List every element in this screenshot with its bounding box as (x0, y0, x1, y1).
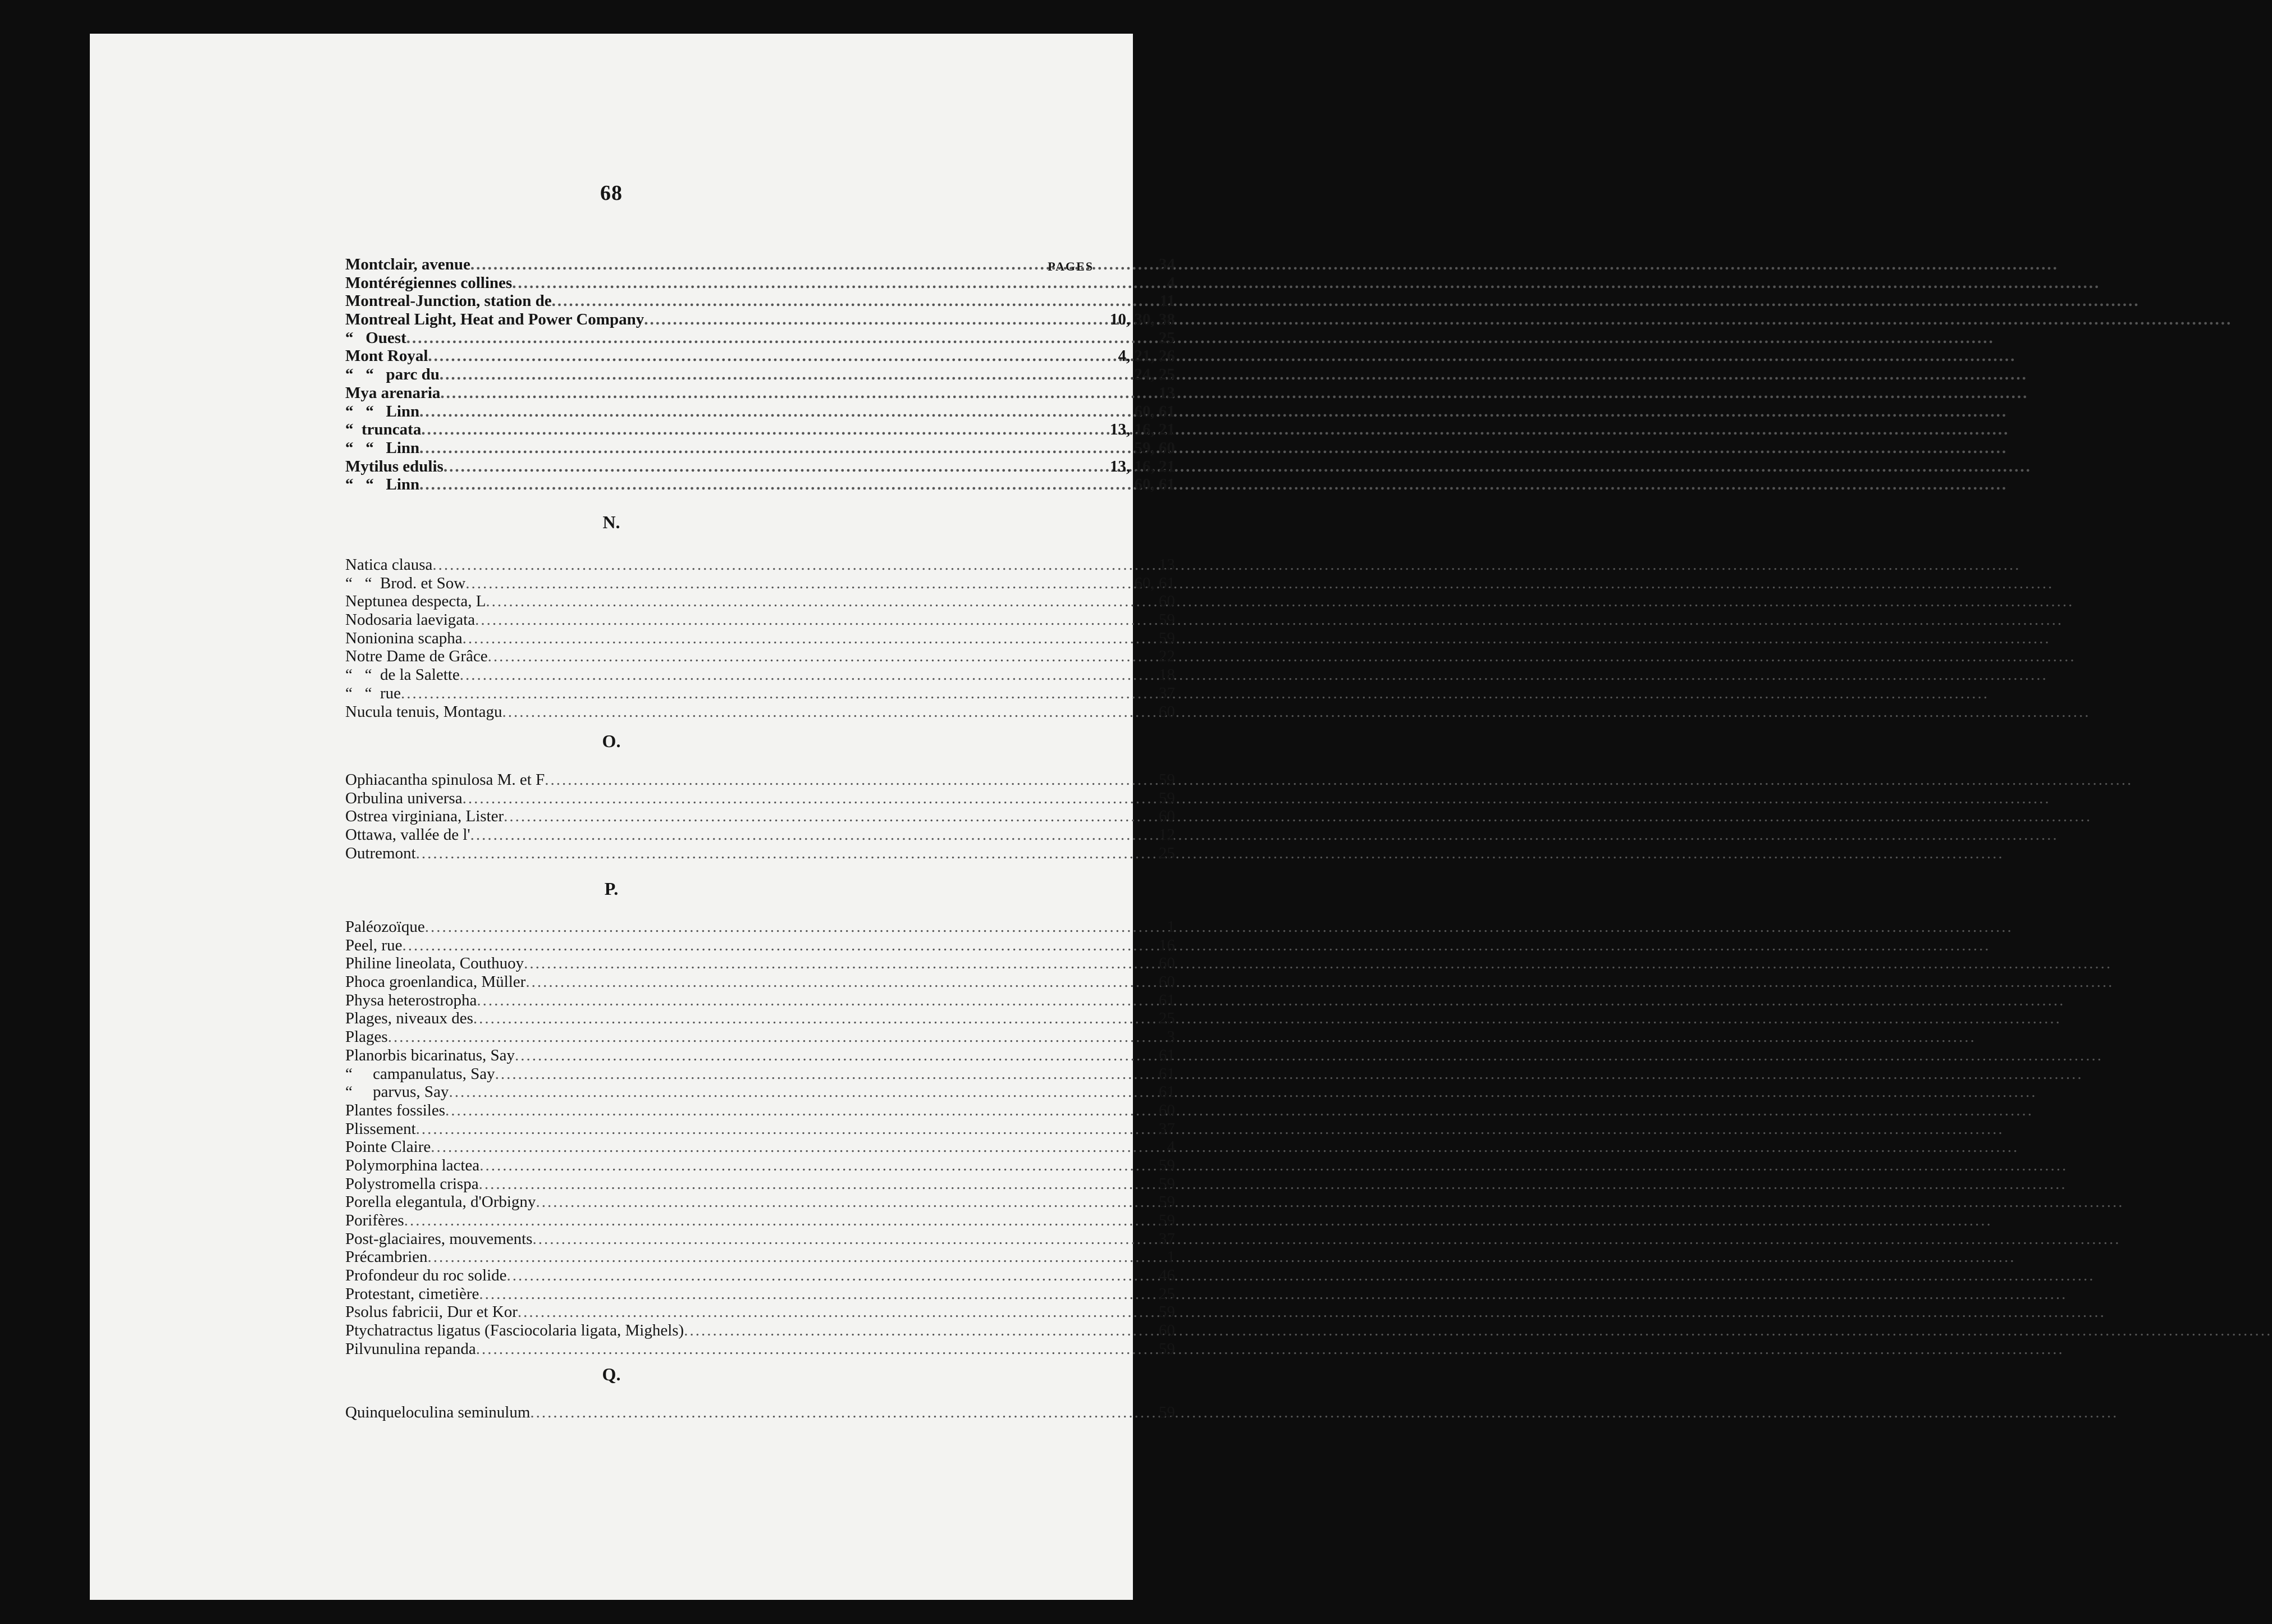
entry-label: Orbulina universa (345, 789, 463, 807)
dot-leader (504, 807, 1145, 826)
entry-label: Ostrea virginiana, Lister (345, 807, 504, 826)
entry-label: Nonionina scapha (345, 629, 463, 647)
entry-page-numbers: 4 (1167, 273, 1175, 292)
index-entry (345, 420, 1175, 439)
entry-label: Planorbis bicarinatus, Say (345, 1046, 515, 1064)
index-entry (345, 1120, 1175, 1138)
index-entry (345, 666, 1175, 684)
index-entry (345, 1340, 1175, 1358)
dot-leader (536, 1193, 1145, 1211)
dot-leader (552, 292, 1145, 310)
index-entry (345, 789, 1175, 808)
entry-page-numbers: 59 (1159, 771, 1175, 789)
entry-label: Montreal Light, Heat and Power Company (345, 310, 644, 329)
entry-page-numbers: 59 (1159, 789, 1175, 807)
entry-page-numbers: 4, 21, 26 (1118, 347, 1175, 365)
index-entry (345, 439, 1175, 458)
index-entry (345, 684, 1175, 703)
index-entry (345, 807, 1175, 826)
entry-page-numbers: 25 (1159, 844, 1175, 862)
dot-leader (428, 1248, 1145, 1266)
entry-label: Nucula tenuis, Montagu (345, 702, 502, 721)
entry-page-numbers: 1 (1167, 918, 1175, 936)
entry-page-numbers: 60 (1159, 954, 1175, 973)
index-entry (345, 647, 1175, 666)
dot-leader (440, 384, 1145, 402)
entry-page-numbers: 59 (1159, 629, 1175, 647)
dot-leader (460, 666, 1145, 684)
entry-label: Ophiacantha spinulosa M. et F (345, 771, 545, 789)
dot-leader (440, 365, 1132, 384)
entry-page-numbers: 60 (1159, 807, 1175, 826)
index-entry (345, 629, 1175, 648)
dot-leader (465, 574, 1132, 593)
entry-label: “ campanulatus, Say (345, 1064, 495, 1083)
index-entry (345, 592, 1175, 611)
index-entry (345, 1083, 1175, 1101)
dot-leader (532, 1230, 1145, 1248)
entry-page-numbers: 60 (1159, 973, 1175, 991)
index-entry (345, 1193, 1175, 1211)
entry-label: Mytilus edulis (345, 457, 444, 475)
dot-leader (419, 439, 1132, 458)
index-entry (345, 771, 1175, 789)
entry-page-numbers: 60 (1159, 1101, 1175, 1119)
dot-leader (530, 1403, 1145, 1422)
dot-leader (512, 274, 1145, 292)
dot-leader (507, 1266, 1145, 1285)
dot-leader (479, 1156, 1145, 1175)
pages-column-header: PAGES (1048, 259, 1094, 273)
entry-page-numbers: 46 (1159, 1266, 1175, 1285)
index-entry (345, 458, 1175, 476)
index-entry (345, 402, 1175, 421)
entry-page-numbers: 37 (1159, 684, 1175, 702)
dot-leader (518, 1303, 1145, 1321)
index-entry (345, 1266, 1175, 1285)
section-letter-heading: N. (602, 512, 620, 532)
document-page (90, 34, 1175, 1600)
dot-leader (515, 1046, 1145, 1065)
entry-page-numbers: 24, 25 (1134, 365, 1175, 384)
entry-label: Plages, niveaux des (345, 1009, 473, 1028)
index-section (345, 1403, 1175, 1422)
entry-page-numbers: 60 (1159, 592, 1175, 611)
entry-label: Plantes fossiles (345, 1101, 446, 1119)
entry-page-numbers: 61 (1159, 1046, 1175, 1064)
dot-leader (402, 936, 1145, 955)
entry-label: Psolus fabricii, Dur et Kor (345, 1303, 518, 1321)
index-entry (345, 475, 1175, 494)
index-entry (345, 1321, 1175, 1340)
index-entry (345, 255, 1175, 274)
index-entry (345, 1156, 1175, 1175)
entry-label: “ “ Linn (345, 475, 420, 494)
entry-label: Paléozoïque (345, 918, 425, 936)
entry-label: Précambrien (345, 1248, 428, 1266)
index-entry (345, 1285, 1175, 1303)
index-entry (345, 991, 1175, 1010)
entry-label: “ “ Brod. et Sow (345, 574, 466, 592)
entry-label: Montreal-Junction, station de (345, 292, 552, 310)
dot-leader (388, 1028, 1145, 1046)
entry-page-numbers: 18 (1159, 666, 1175, 684)
dot-leader (401, 684, 1145, 703)
entry-label: Mya arenaria (345, 383, 441, 402)
page-number: 68 (600, 181, 623, 205)
entry-label: Mont Royal (345, 347, 428, 365)
dot-leader (477, 991, 1145, 1010)
index-entry (345, 1028, 1175, 1046)
dot-leader (463, 629, 1145, 648)
dot-leader (449, 1083, 1145, 1101)
index-section (345, 771, 1175, 862)
dot-leader (445, 1101, 1145, 1120)
entry-label: Peel, rue (345, 936, 403, 954)
dot-leader (421, 420, 1108, 439)
dot-leader (524, 954, 1145, 973)
dot-leader (495, 1065, 1145, 1083)
entry-page-numbers: 3 (1167, 1028, 1175, 1046)
dot-leader (470, 255, 1145, 274)
entry-page-numbers: 37 (1159, 1119, 1175, 1138)
dot-leader (486, 592, 1145, 611)
dot-leader (525, 973, 1145, 991)
index-entry (345, 611, 1175, 629)
entry-page-numbers: 61 (1159, 1064, 1175, 1083)
index-entry (345, 844, 1175, 863)
dot-leader (684, 1321, 1145, 1340)
entry-label: “ “ Linn (345, 402, 420, 420)
entry-label: Pointe Claire (345, 1138, 431, 1156)
dot-leader (473, 1009, 1145, 1028)
dot-leader (432, 556, 1145, 574)
index-entry (345, 1403, 1175, 1422)
entry-page-numbers: 37 (1159, 1229, 1175, 1248)
entry-page-numbers: 13 (1159, 383, 1175, 402)
dot-leader (419, 402, 1132, 421)
entry-page-numbers: 60 (1159, 702, 1175, 721)
entry-page-numbers: 4 (1167, 1138, 1175, 1156)
entry-page-numbers: 60 (1159, 1321, 1175, 1340)
index-entry (345, 973, 1175, 991)
index-entry (345, 329, 1175, 347)
entry-label: Plissement (345, 1119, 416, 1138)
entry-label: Nodosaria laevigata (345, 611, 476, 629)
entry-label: “ truncata (345, 420, 422, 439)
index-entry (345, 1101, 1175, 1120)
entry-label: Neptunea despecta, L (345, 592, 486, 611)
entry-page-numbers: 59 (1159, 1156, 1175, 1174)
dot-leader (470, 826, 1145, 844)
entry-page-numbers: 59 (1159, 1403, 1175, 1421)
dot-leader (545, 771, 1145, 789)
index-entry (345, 310, 1175, 329)
index-entry (345, 936, 1175, 955)
entry-label: Notre Dame de Grâce (345, 647, 488, 666)
entry-page-numbers: 59 (1159, 1174, 1175, 1193)
index-entry (345, 1248, 1175, 1266)
entry-page-numbers: 16 (1159, 936, 1175, 954)
dot-leader (425, 918, 1145, 936)
dot-leader (644, 310, 1108, 329)
entry-page-numbers: 59, 60 (1134, 438, 1175, 457)
entry-label: Montérégiennes collines (345, 273, 513, 292)
entry-page-numbers: 25 (1159, 1009, 1175, 1028)
entry-page-numbers: 25 (1159, 328, 1175, 347)
entry-page-numbers: 60, 61 (1134, 475, 1175, 494)
entry-label: Porifères (345, 1211, 404, 1229)
entry-page-numbers: 13, 16, 21 (1110, 457, 1175, 475)
entry-label: Physa heterostropha (345, 991, 477, 1009)
entry-page-numbers: 25 (1159, 1284, 1175, 1303)
entry-label: Ptychatractus ligatus (Fasciocolaria ligata, Mighels) (345, 1321, 684, 1340)
dot-leader (463, 789, 1145, 808)
index-entry (345, 1009, 1175, 1028)
entry-page-numbers: 60, 61 (1134, 574, 1175, 592)
entry-label: “ Ouest (345, 328, 406, 347)
index-entry (345, 954, 1175, 973)
dot-leader (416, 1120, 1145, 1138)
index-entry (345, 384, 1175, 402)
entry-page-numbers: 10, 30, 38 (1110, 310, 1175, 329)
entry-label: Profondeur du roc solide (345, 1266, 507, 1285)
dot-leader (431, 1138, 1145, 1156)
entry-page-numbers: 34 (1159, 255, 1175, 273)
index-entry (345, 1065, 1175, 1083)
entry-label: Phoca groenlandica, Müller (345, 973, 526, 991)
index-entry (345, 574, 1175, 593)
entry-page-numbers: 59 (1159, 1303, 1175, 1321)
index-entry (345, 703, 1175, 721)
entry-label: Protestant, cimetière (345, 1284, 479, 1303)
entry-label: Montclair, avenue (345, 255, 470, 273)
entry-page-numbers: 11 (1159, 292, 1175, 310)
index-section (345, 556, 1175, 721)
section-letter-heading: Q. (602, 1364, 621, 1384)
entry-page-numbers: 61 (1159, 991, 1175, 1009)
entry-label: Outremont (345, 844, 416, 862)
index-section (345, 918, 1175, 1358)
entry-label: “ “ parc du (345, 365, 440, 384)
dot-leader (476, 1340, 1145, 1358)
dot-leader (419, 475, 1132, 494)
entry-page-numbers: 1 (1167, 1248, 1175, 1266)
index-entry (345, 1211, 1175, 1230)
entry-label: Polymorphina lactea (345, 1156, 480, 1174)
index-entry (345, 274, 1175, 292)
index-entry (345, 556, 1175, 574)
index-entry (345, 347, 1175, 365)
dot-leader (488, 647, 1145, 666)
entry-page-numbers: 22 (1159, 647, 1175, 666)
entry-label: “ “ rue (345, 684, 401, 702)
index-section (345, 255, 1175, 494)
entry-label: “ “ de la Salette (345, 666, 460, 684)
entry-page-numbers: 59 (1159, 611, 1175, 629)
section-letter-heading: O. (602, 731, 621, 751)
entry-label: Quinqueloculina seminulum (345, 1403, 531, 1421)
entry-label: Polystromella crispa (345, 1174, 479, 1193)
entry-page-numbers: 60, 61 (1134, 402, 1175, 420)
index-entry (345, 1046, 1175, 1065)
entry-label: “ parvus, Say (345, 1083, 449, 1101)
section-letter-heading: P. (604, 879, 619, 899)
entry-label: Plages (345, 1028, 388, 1046)
index-entry (345, 1138, 1175, 1156)
entry-page-numbers: 59 (1159, 1211, 1175, 1229)
entry-label: Natica clausa (345, 556, 433, 574)
index-entry (345, 826, 1175, 844)
entry-label: Philine lineolata, Couthuoy (345, 954, 524, 973)
dot-leader (404, 1211, 1145, 1230)
index-entry (345, 365, 1175, 384)
entry-label: Pilvunulina repanda (345, 1339, 476, 1358)
entry-page-numbers: 59 (1159, 1193, 1175, 1211)
index-entry (345, 918, 1175, 936)
dot-leader (406, 329, 1145, 347)
dot-leader (444, 458, 1108, 476)
entry-page-numbers: 61 (1159, 1083, 1175, 1101)
dot-leader (479, 1285, 1145, 1303)
entry-page-numbers: 59 (1159, 1339, 1175, 1358)
entry-label: “ “ Linn (345, 438, 420, 457)
index-entry (345, 1230, 1175, 1248)
entry-page-numbers: 13, 16, 21 (1110, 420, 1175, 439)
dot-leader (428, 347, 1116, 365)
entry-label: Porella elegantula, d'Orbigny (345, 1193, 536, 1211)
index-entry (345, 1303, 1175, 1321)
dot-leader (502, 703, 1145, 721)
index-entry (345, 292, 1175, 310)
dot-leader (479, 1175, 1145, 1193)
dot-leader (475, 611, 1145, 629)
entry-page-numbers: 12 (1159, 826, 1175, 844)
entry-label: Ottawa, vallée de l' (345, 826, 470, 844)
entry-label: Post-glaciaires, mouvements (345, 1229, 533, 1248)
index-entry (345, 1175, 1175, 1193)
dot-leader (416, 844, 1145, 863)
entry-page-numbers: 13 (1159, 556, 1175, 574)
